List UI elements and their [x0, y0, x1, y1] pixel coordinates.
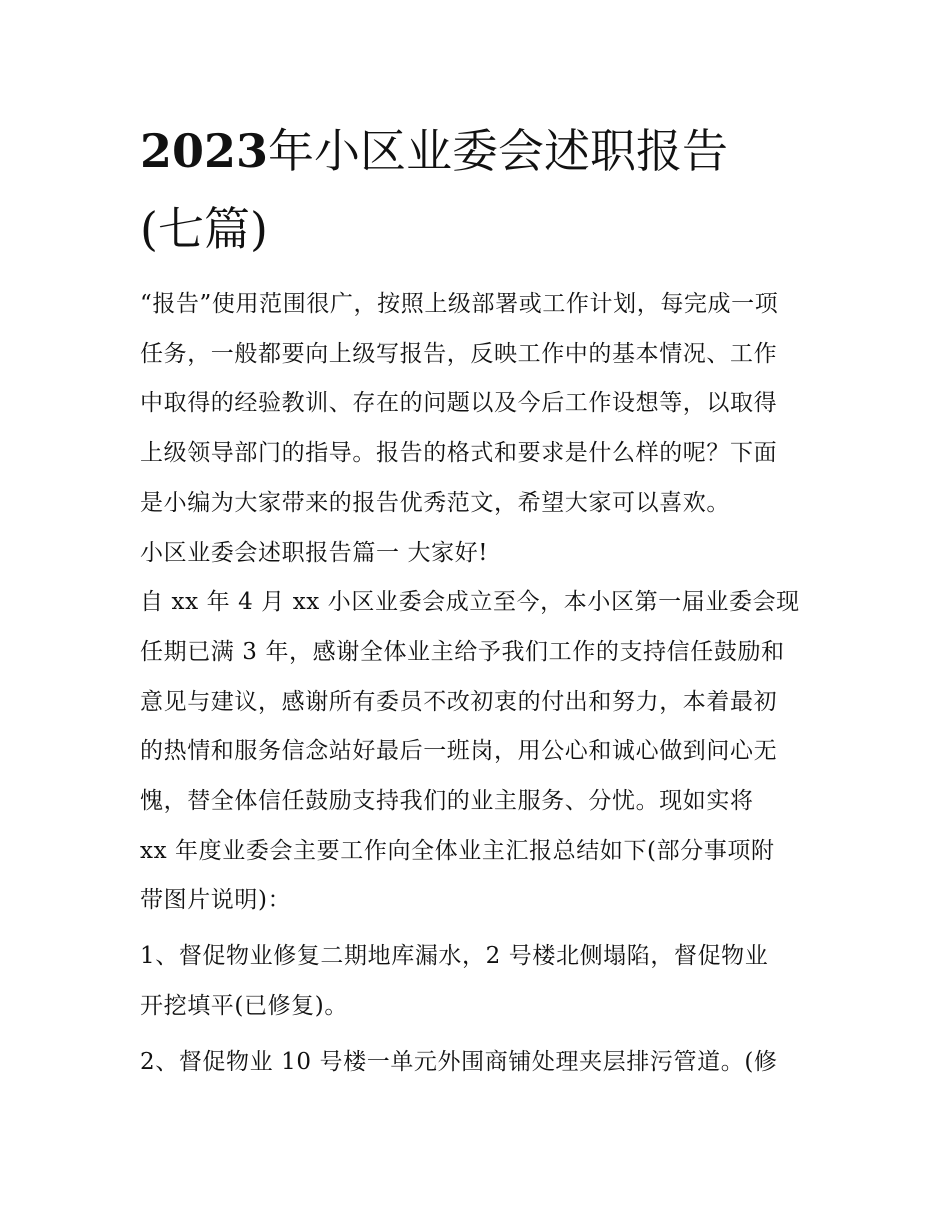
paragraph-line: 带图片说明)： — [140, 887, 292, 914]
section-heading: 小区业委会述职报告篇一 大家好! — [140, 539, 489, 566]
intro-line: 中取得的经验教训、存在的问题以及今后工作设想等，以取得 — [140, 390, 778, 417]
paragraph-line: 愧，替全体信任鼓励支持我们的业主服务、分忧。现如实将 — [140, 788, 754, 815]
intro-line: “报告”使用范围很广，按照上级部署或工作计划，每完成一项 — [140, 291, 779, 317]
intro-line: 是小编为大家带来的报告优秀范文，希望大家可以喜欢。 — [140, 489, 730, 516]
list-item-line: 1、督促物业修复二期地库漏水，2 号楼北侧塌陷，督促物业 — [140, 943, 769, 970]
intro-line: 任务，一般都要向上级写报告，反映工作中的基本情况、工作 — [140, 340, 778, 367]
document-title — [140, 112, 820, 268]
list-item-line: 开挖填平(已修复)。 — [140, 992, 348, 1019]
paragraph-line: 任期已满 3 年，感谢全体业主给予我们工作的支持信任鼓励和 — [140, 638, 785, 665]
paragraph-line: 的热情和服务信念站好最后一班岗，用公心和诚心做到问心无 — [140, 738, 778, 765]
document-body — [140, 280, 820, 1087]
paragraph-line: 意见与建议，感谢所有委员不改初衷的付出和努力，本着最初 — [140, 688, 778, 715]
paragraph-line: 自 xx 年 4 月 xx 小区业委会成立至今，本小区第一届业委会现 — [140, 589, 800, 616]
paragraph-line: xx 年度业委会主要工作向全体业主汇报总结如下(部分事项附 — [140, 837, 775, 864]
list-item-line: 2、督促物业 10 号楼一单元外围商铺处理夹层排污管道。(修 — [140, 1048, 778, 1075]
intro-line: 上级领导部门的指导。报告的格式和要求是什么样的呢？下面 — [140, 440, 778, 467]
title-line1-rest: 年小区业委会述职报告 — [268, 124, 729, 178]
title-year: 2023 — [140, 124, 269, 178]
title-line2: (七篇) — [140, 202, 268, 256]
